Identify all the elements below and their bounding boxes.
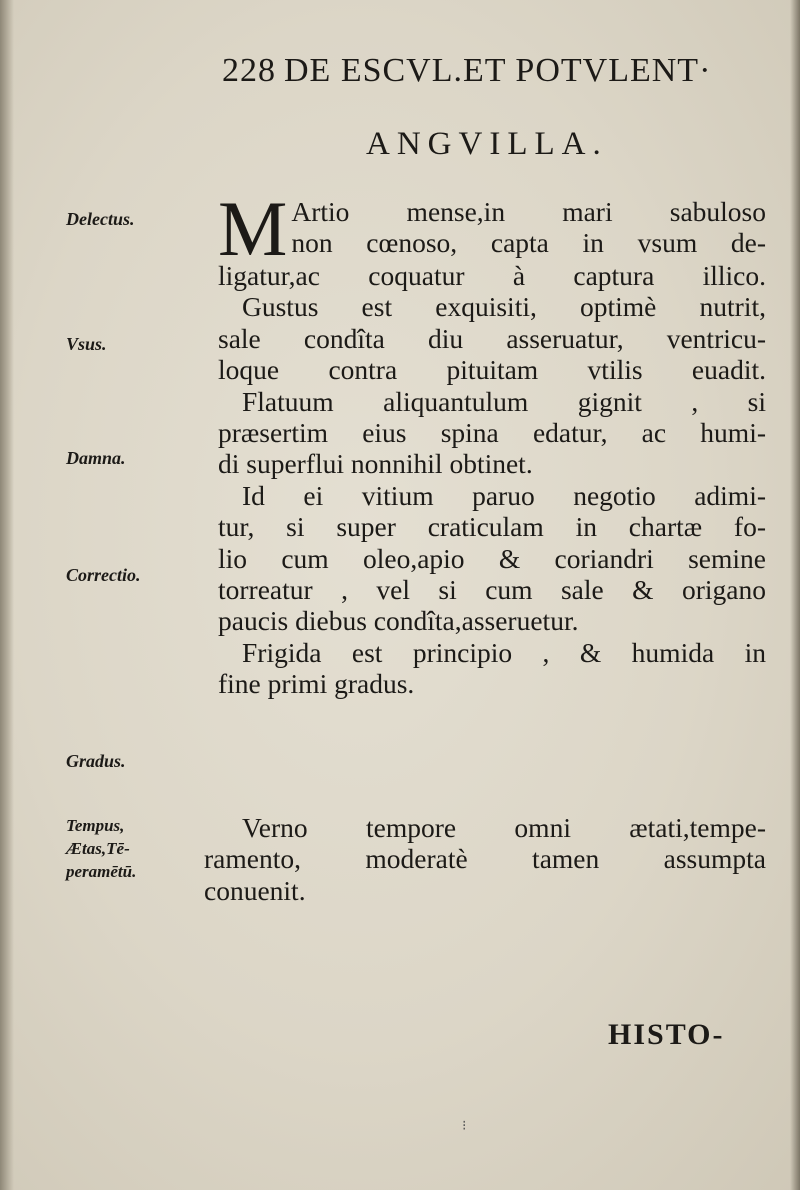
paragraph-1 xyxy=(218,185,766,291)
text-line: Artio mense,in mari sabuloso xyxy=(291,196,766,227)
drop-capital: M xyxy=(218,185,288,272)
text-line: Verno tempore omni ætati,tempe- xyxy=(242,812,766,843)
text-line: lio cum oleo,apio & coriandri semine xyxy=(218,542,766,574)
printer-mark: ⁝ xyxy=(462,1118,467,1134)
main-text xyxy=(218,185,766,700)
paragraph-3 xyxy=(218,386,766,480)
text-line: torreatur , vel si cum sale & origano xyxy=(218,573,766,605)
margin-note-correctio: Correctio. xyxy=(66,565,141,585)
text-line: tur, si super craticulam in chartæ fo- xyxy=(218,511,766,543)
text-line: fine primi gradus. xyxy=(218,668,415,700)
text-line: sale condîta diu asseruatur, ventricu- xyxy=(218,322,766,354)
text-line: Flatuum aliquantulum gignit , si xyxy=(242,385,766,417)
text-line: di superflui nonnihil obtinet. xyxy=(218,448,533,480)
running-title: DE ESCVL.ET POTVLENT· xyxy=(284,52,712,89)
margin-note-gradus: Gradus. xyxy=(66,751,126,771)
margin-note-vsus: Vsus. xyxy=(66,334,107,354)
running-head xyxy=(222,52,782,90)
page-gutter-shadow xyxy=(0,0,14,1190)
text-line: paucis diebus condîta,asseruetur. xyxy=(218,605,579,637)
margin-note-delectus: Delectus. xyxy=(66,209,135,229)
catchword: HISTO- xyxy=(608,1018,725,1051)
page-number: 228 xyxy=(222,52,276,89)
text-line: Id ei vitium paruo negotio adimi- xyxy=(242,479,766,511)
text-line: Gustus est exquisiti, optimè nutrit, xyxy=(242,291,766,323)
margin-note-damna: Damna. xyxy=(66,448,126,468)
paragraph-2 xyxy=(218,291,766,385)
paragraph-5 xyxy=(218,637,766,700)
text-line: Frigida est principio , & humida in xyxy=(242,636,766,668)
text-line: ligatur,ac coquatur à captura illico. xyxy=(218,260,766,291)
paragraph-6 xyxy=(204,812,766,906)
text-line: ramento, moderatè tamen assumpta xyxy=(204,843,766,875)
text-line: non cœnoso, capta in vsum de- xyxy=(291,227,766,259)
text-line: præsertim eius spina edatur, ac humi- xyxy=(218,416,766,448)
page-edge-shadow xyxy=(790,0,800,1190)
margin-note-tempus: Tempus, Ætas,Tē- peramētū. xyxy=(66,816,137,881)
paragraph-4 xyxy=(218,480,766,637)
section-title: ANGVILLA. xyxy=(366,126,608,162)
text-line: conuenit. xyxy=(204,874,306,906)
text-line: loque contra pituitam vtilis euadit. xyxy=(218,354,766,386)
